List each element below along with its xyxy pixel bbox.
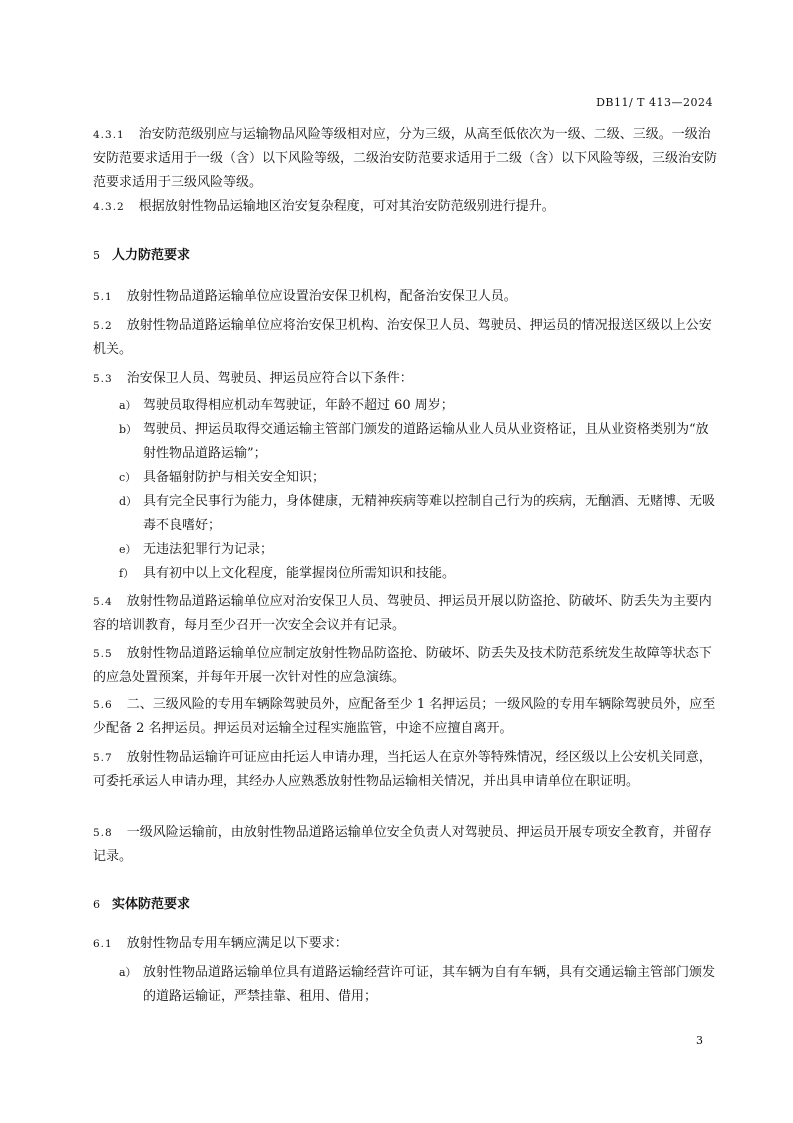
clause-5-4: 5.4 放射性物品道路运输单位应对治安保卫人员、驾驶员、押运员开展以防盗抢、防破坏、防丢失为主要内容的培训教育，每月至少召开一次安全会议并有记录。 xyxy=(93,594,712,633)
clause-5-6: 5.6 二、三级风险的专用车辆除驾驶员外，应配备至少 1 名押运员；一级风险的专用车辆除驾驶员外，应至少配备 2 名押运员。押运员对运输全过程实施监管，中途不应擅自离开。 xyxy=(93,697,716,736)
clause-6-1: 6.1 放射性物品专用车辆应满足以下要求： xyxy=(93,936,348,951)
list-item: f） 具有初中以上文化程度，能掌握岗位所需知识和技能。 xyxy=(119,566,456,581)
list-item: b） 驾驶员、押运员取得交通运输主管部门颁发的道路运输从业人员从业资格证，且从业资格类别为“放射性物品道路运输”； xyxy=(119,422,709,461)
clause-5-5: 5.5 放射性物品道路运输单位应制定放射性物品防盗抢、防破坏、防丢失及技术防范系统发生故障等状态下的应急处置预案，并每年开展一次针对性的应急演练。 xyxy=(93,646,712,685)
list-item: c） 具备辐射防护与相关安全知识； xyxy=(119,470,326,485)
clause-5-2: 5.2 放射性物品道路运输单位应将治安保卫机构、治安保卫人员、驾驶员、押运员的情况报送区级以上公安机关。 xyxy=(93,318,712,357)
clause-5-3: 5.3 治安保卫人员、驾驶员、押运员应符合以下条件： xyxy=(93,371,413,386)
clause-4-3-2: 4.3.2 根据放射性物品运输地区治安复杂程度，可对其治安防范级别进行提升。 xyxy=(93,199,555,214)
clause-5-8: 5.8 一级风险运输前，由放射性物品道路运输单位安全负责人对驾驶员、押运员开展专项安全教育，并留存记录。 xyxy=(93,825,712,864)
list-item: e） 无违法犯罪行为记录； xyxy=(119,542,274,557)
list-item: d） 具有完全民事行为能力，身体健康，无精神疾病等难以控制自己行为的疾病，无酗酒、无赌博、无吸毒不良嗜好； xyxy=(119,494,716,533)
clause-5-1: 5.1 放射性物品道路运输单位应设置治安保卫机构，配备治安保卫人员。 xyxy=(93,289,517,304)
page-number: 3 xyxy=(696,1034,703,1047)
document-code: DB11/ T 413—2024 xyxy=(596,96,713,109)
clause-4-3-1: 4.3.1 治安防范级别应与运输物品风险等级相对应，分为三级，从高至低依次为一级、二级、三级。一级治安防范要求适用于一级（含）以下风险等级，二级治安防范要求适用于二级（含）以下风险等级，三级治安防范要求适用于三级风险等级。 xyxy=(93,127,718,190)
list-item: a） 放射性物品道路运输单位具有道路运输经营许可证，其车辆为自有车辆，具有交通运输主管部门颁发的道路运输证，严禁挂靠、租用、借用； xyxy=(119,965,716,1004)
section-6-heading: 6 实体防范要求 xyxy=(93,897,191,912)
clause-5-7: 5.7 放射性物品运输许可证应由托运人申请办理，当托运人在京外等特殊情况，经区级以上公安机关同意，可委托承运人申请办理，其经办人应熟悉放射性物品运输相关情况，并出具申请单位在职证明。 xyxy=(93,750,712,789)
list-item: a） 驾驶员取得相应机动车驾驶证，年龄不超过 60 周岁； xyxy=(119,398,454,413)
section-5-heading: 5 人力防范要求 xyxy=(93,248,191,263)
